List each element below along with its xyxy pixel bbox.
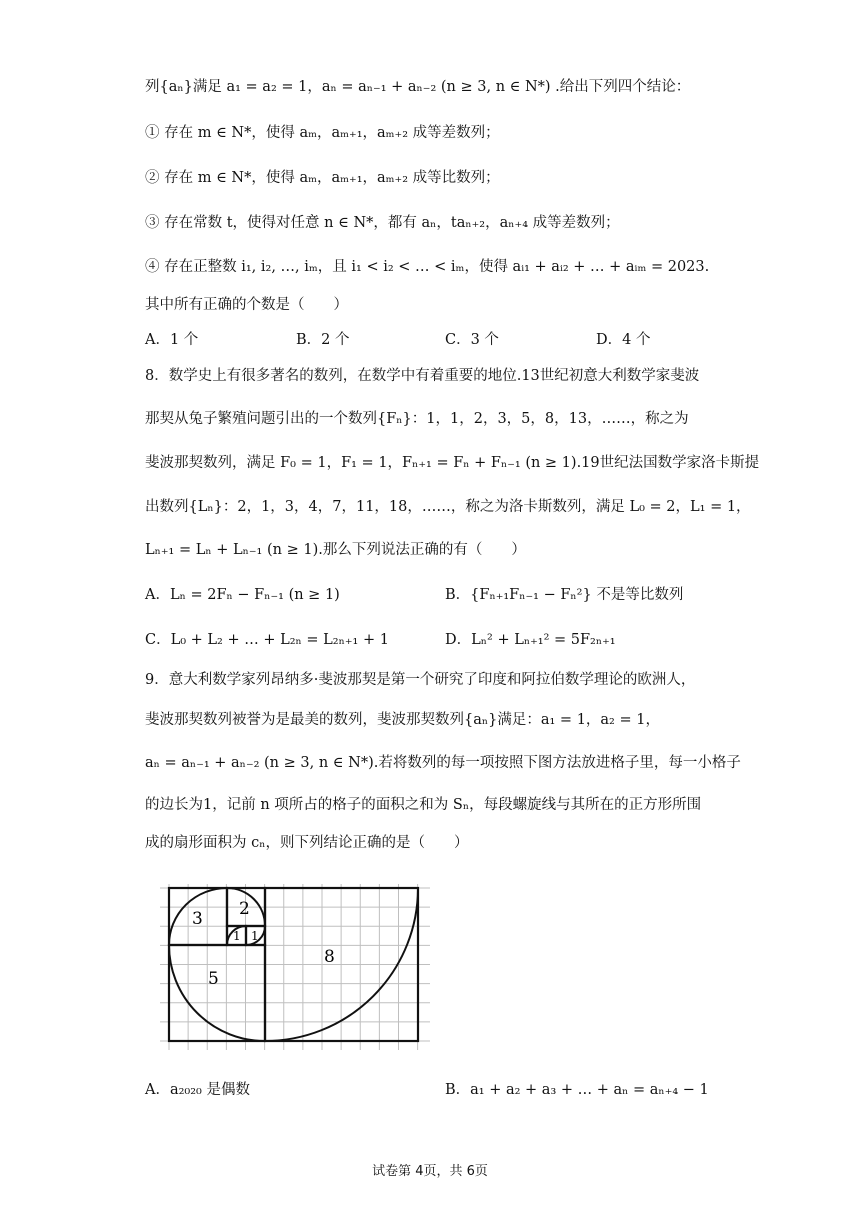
q9-stem-line4: 的边长为1，记前 n 项所占的格子的面积之和为 Sₙ，每段螺旋线与其所在的正方形所围 (145, 797, 702, 813)
q8-option-b: B．{Fₙ₊₁Fₙ₋₁ − Fₙ²} 不是等比数列 (445, 587, 684, 603)
q7-conclusion-3: ③ 存在常数 t，使得对任意 n ∈ N*，都有 aₙ，taₙ₊₂，aₙ₊₄ 成等差数列； (145, 215, 620, 231)
q7-stem-line1: 列{aₙ}满足 a₁ = a₂ = 1，aₙ = aₙ₋₁ + aₙ₋₂ (n ≥ 3, n ∈ N*) .给出下列四个结论： (145, 79, 691, 95)
q7-question: 其中所有正确的个数是（ ） (145, 297, 348, 313)
q8-stem-line1: 8．数学史上有很多著名的数列，在数学中有着重要的地位.13世纪初意大利数学家斐波 (145, 368, 700, 384)
q8-stem-line2: 那契从兔子繁殖问题引出的一个数列{Fₙ}：1，1，2，3，5，8，13，……，称之为 (145, 411, 689, 427)
q7-conclusion-2: ② 存在 m ∈ N*，使得 aₘ，aₘ₊₁，aₘ₊₂ 成等比数列； (145, 170, 500, 186)
q7-option-d: D．4 个 (596, 332, 651, 348)
fibonacci-spiral-figure (160, 884, 440, 1059)
q8-option-d: D．Lₙ² + Lₙ₊₁² = 5F₂ₙ₊₁ (445, 632, 616, 648)
q8-stem-line3: 斐波那契数列，满足 F₀ = 1，F₁ = 1，Fₙ₊₁ = Fₙ + Fₙ₋₁ (n ≥ 1).19世纪法国数学家洛卡斯提 (145, 455, 760, 471)
q9-stem-line3: aₙ = aₙ₋₁ + aₙ₋₂ (n ≥ 3, n ∈ N*).若将数列的每一项按照下图方法放进格子里，每一小格子 (145, 755, 741, 771)
q9-stem-line1: 9．意大利数学家列昂纳多·斐波那契是第一个研究了印度和阿拉伯数学理论的欧洲人， (145, 672, 696, 688)
label-1-left: 1 (233, 929, 241, 943)
page-footer: 试卷第 4页，共 6页 (372, 1164, 488, 1179)
q7-option-b: B．2 个 (296, 332, 350, 348)
label-1-right: 1 (251, 929, 259, 943)
q8-option-c: C．L₀ + L₂ + … + L₂ₙ = L₂ₙ₊₁ + 1 (145, 632, 389, 648)
label-8: 8 (324, 947, 335, 967)
label-3: 3 (192, 909, 203, 929)
q7-option-a: A．1 个 (145, 332, 199, 348)
q8-stem-line5: Lₙ₊₁ = Lₙ + Lₙ₋₁ (n ≥ 1).那么下列说法正确的有（ ） (145, 542, 526, 558)
square-5 (169, 945, 265, 1041)
q9-option-a: A．a₂₀₂₀ 是偶数 (145, 1082, 250, 1098)
label-2: 2 (239, 899, 250, 919)
q7-conclusion-1: ① 存在 m ∈ N*，使得 aₘ，aₘ₊₁，aₘ₊₂ 成等差数列； (145, 125, 500, 141)
label-5: 5 (208, 969, 219, 989)
q9-option-b: B．a₁ + a₂ + a₃ + … + aₙ = aₙ₊₄ − 1 (445, 1082, 709, 1098)
q7-conclusion-4: ④ 存在正整数 i₁, i₂, …, iₘ，且 i₁ < i₂ < … < iₘ，使得 aᵢ₁ + aᵢ₂ + … + aᵢₘ = 2023. (145, 259, 710, 275)
q8-stem-line4: 出数列{Lₙ}：2，1，3，4，7，11，18，……，称之为洛卡斯数列，满足 L₀ = 2，L₁ = 1， (145, 499, 751, 515)
q9-stem-line2: 斐波那契数列被誉为是最美的数列，斐波那契数列{aₙ}满足：a₁ = 1，a₂ = 1， (145, 712, 660, 728)
q8-option-a: A．Lₙ = 2Fₙ − Fₙ₋₁ (n ≥ 1) (145, 587, 340, 603)
q7-option-c: C．3 个 (445, 332, 499, 348)
q9-stem-line5: 成的扇形面积为 cₙ，则下列结论正确的是（ ） (145, 835, 469, 851)
